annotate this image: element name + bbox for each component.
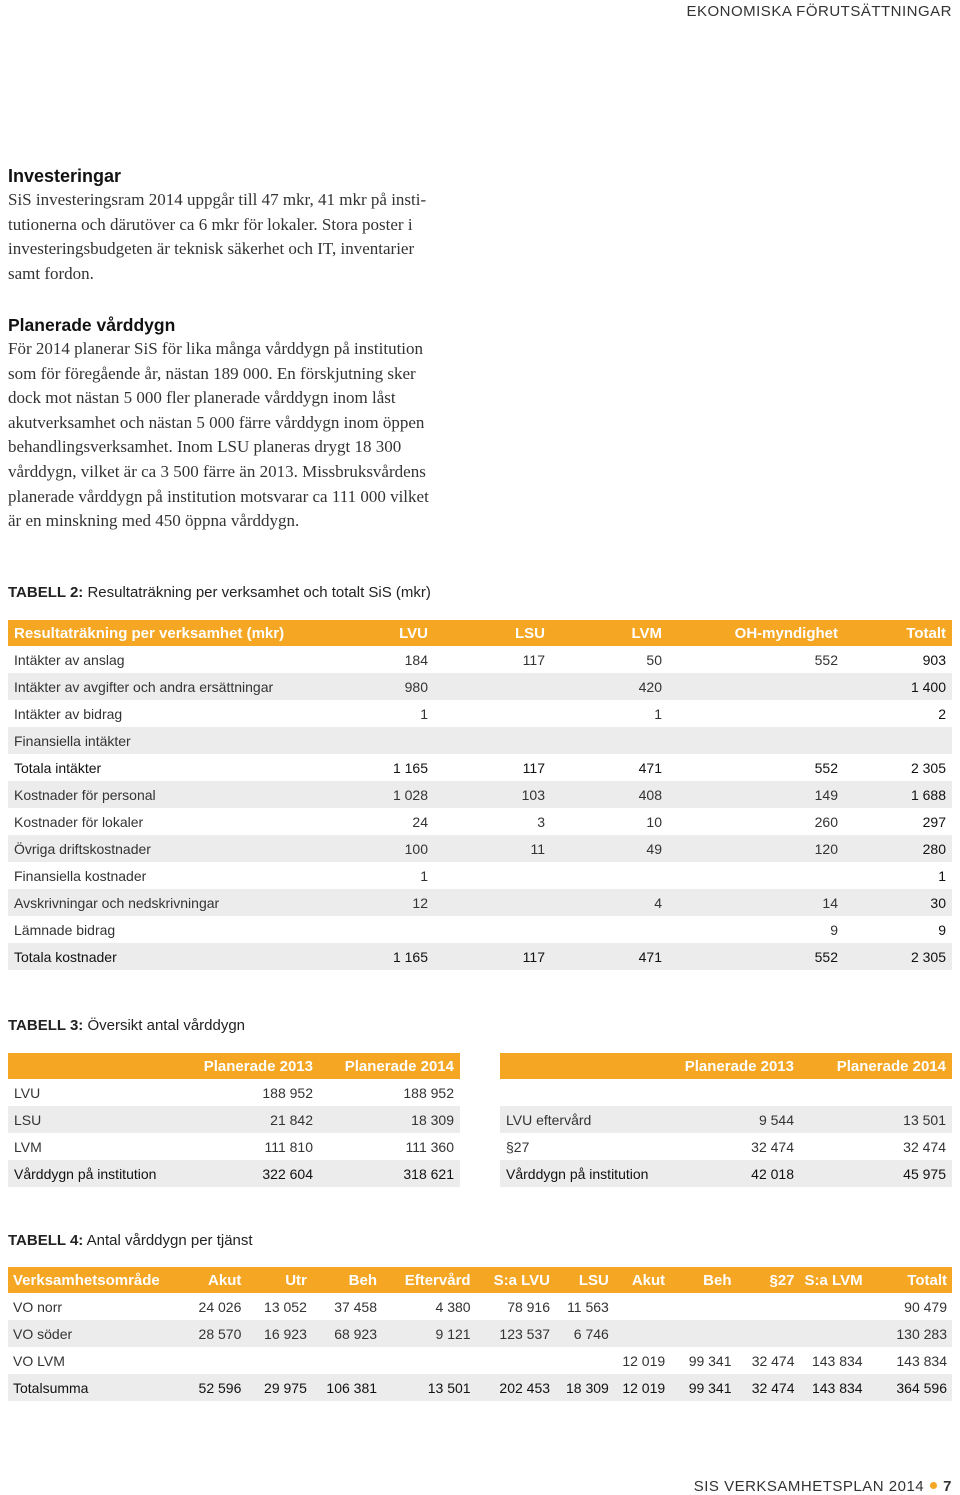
investeringar-paragraph (8, 188, 468, 286)
table-row (500, 1133, 952, 1160)
table-cell: 980 (298, 673, 434, 700)
paragraph-line: investeringsbudgeten är teknisk säkerhet och IT, inventarier (8, 239, 415, 259)
table-cell (551, 916, 668, 943)
footer-text: SIS VERKSAMHETSPLAN 2014 (693, 1478, 925, 1495)
table-cell: 37 458 (334, 1298, 378, 1315)
table-row (8, 727, 952, 754)
table-cell: 2 (938, 705, 946, 722)
table-cell (614, 1320, 670, 1347)
table-cell: 297 (922, 813, 946, 830)
table2-header (8, 620, 952, 646)
table-cell (476, 1347, 555, 1374)
table-cell: 32 474 (737, 1374, 800, 1401)
column-header: Totalt (868, 1267, 952, 1293)
column-header: LSU (555, 1267, 614, 1293)
table-cell: 90 479 (904, 1298, 947, 1315)
table-cell (434, 862, 551, 889)
table-row (8, 754, 952, 781)
table-cell (668, 862, 844, 889)
table-cell (298, 727, 434, 754)
column-header: §27 (737, 1267, 800, 1293)
row-label: Totalsumma (8, 1374, 176, 1401)
column-header: LVM (551, 620, 668, 646)
table-cell: 202 453 (476, 1374, 555, 1401)
table-cell: 12 (298, 889, 434, 916)
column-header (500, 1053, 670, 1079)
table-cell: 364 596 (868, 1374, 952, 1401)
table-cell: 13 052 (264, 1298, 307, 1315)
table-cell: 471 (638, 759, 662, 776)
table2-caption-text: Resultaträkning per verksamhet och totalt SiS (mkr) (83, 584, 431, 601)
column-header: Akut (176, 1267, 247, 1293)
table-cell: 4 380 (435, 1298, 471, 1315)
table-cell: 4 (551, 889, 668, 916)
table-cell: 1 165 (298, 943, 434, 970)
table-row (8, 1106, 460, 1133)
table-cell (555, 1347, 614, 1374)
table-cell: 2 305 (844, 943, 952, 970)
table-row (8, 943, 952, 970)
table-cell: 1 (420, 705, 428, 722)
table-cell: 1 400 (844, 673, 952, 700)
table-row (500, 1160, 952, 1187)
column-header: Totalt (844, 620, 952, 646)
table3-caption-label: TABELL 3: (8, 1017, 84, 1034)
table-cell: 68 923 (312, 1320, 382, 1347)
column-header: Resultaträkning per verksamhet (mkr) (8, 620, 298, 646)
table-cell: 117 (522, 759, 545, 776)
table-cell: 188 952 (403, 1084, 454, 1101)
table-cell: 123 537 (476, 1320, 555, 1347)
table-row (8, 646, 952, 673)
row-label: Intäkter av bidrag (14, 705, 123, 722)
row-label: LVU (14, 1084, 41, 1101)
column-header: Planerade 2013 (178, 1053, 319, 1079)
table-cell: 78 916 (507, 1298, 551, 1315)
table-cell: 420 (551, 673, 668, 700)
header-row (8, 1053, 460, 1079)
table-cell: 408 (551, 781, 668, 808)
table-row (8, 1079, 460, 1106)
table-row (8, 835, 952, 862)
table-cell: 322 604 (178, 1160, 319, 1187)
header-row (8, 620, 952, 646)
column-header: Eftervård (382, 1267, 476, 1293)
table-row (8, 1293, 952, 1320)
row-label: Finansiella kostnader (14, 867, 147, 884)
table-cell: 552 (668, 943, 844, 970)
paragraph-line: är en minskning med 450 öppna vårddygn. (8, 511, 300, 531)
column-header: Planerade 2014 (800, 1053, 952, 1079)
paragraph-line: som för föregående år, nästan 189 000. En förskjutning sker (8, 363, 416, 383)
table2-caption (8, 584, 431, 601)
table-cell (176, 1347, 247, 1374)
table-cell (434, 916, 551, 943)
table-row (8, 1347, 952, 1374)
paragraph-line: dock mot nästan 5 000 fler planerade vårddygn inom låst (8, 388, 396, 408)
row-label: Vårddygn på institution (500, 1160, 670, 1187)
table-cell: 99 341 (670, 1374, 736, 1401)
table-cell (434, 700, 551, 727)
table-cell: 32 474 (751, 1138, 794, 1155)
table-cell: 117 (522, 651, 545, 668)
row-label: Avskrivningar och nedskrivningar (8, 889, 298, 916)
row-label: VO norr (13, 1298, 63, 1315)
table-row (8, 916, 952, 943)
row-label: Intäkter av avgifter och andra ersättningar (8, 673, 298, 700)
table4-caption-label: TABELL 4: (8, 1232, 84, 1249)
table-cell: 18 309 (555, 1374, 614, 1401)
table-row (8, 808, 952, 835)
page-number: 7 (943, 1478, 952, 1495)
table-cell (737, 1293, 800, 1320)
column-header (8, 1053, 178, 1079)
table-cell: 184 (404, 651, 428, 668)
row-label: LVM (14, 1138, 42, 1155)
table3-caption (8, 1017, 245, 1034)
paragraph-line: vårddygn, vilket är ca 3 500 färre än 2013. Missbruksvårdens (8, 461, 426, 481)
table-cell: 9 121 (382, 1320, 476, 1347)
paragraph-line: tutionerna och därutöver ca 6 mkr för lokaler. Stora poster i (8, 214, 413, 234)
table-cell (670, 1320, 736, 1347)
column-header: Beh (312, 1267, 382, 1293)
table-cell (670, 1293, 736, 1320)
table-cell: 45 975 (800, 1160, 952, 1187)
table-cell (670, 1079, 800, 1106)
table-cell: 11 563 (567, 1298, 609, 1315)
row-label: Övriga driftskostnader (8, 835, 298, 862)
row-label: §27 (506, 1138, 530, 1155)
table-cell: 30 (844, 889, 952, 916)
table-cell: 9 (938, 921, 946, 938)
table3-caption-text: Översikt antal vårddygn (83, 1017, 246, 1034)
table-cell: 29 975 (246, 1374, 312, 1401)
table-cell: 13 501 (800, 1106, 952, 1133)
table-cell: 111 360 (405, 1138, 454, 1155)
table-cell: 16 923 (246, 1320, 312, 1347)
header-row (8, 1267, 952, 1293)
table-cell (668, 700, 844, 727)
table-cell: 18 309 (319, 1106, 460, 1133)
table-cell (844, 727, 952, 754)
page-footer (694, 1478, 952, 1495)
paragraph-line: planerade vårddygn på institution motsvarar ca 111 000 vilket (8, 486, 429, 506)
table-cell: 106 381 (312, 1374, 382, 1401)
table3-left (8, 1053, 460, 1187)
table-cell: 99 341 (688, 1352, 732, 1369)
table-cell (246, 1347, 312, 1374)
table-cell: 143 834 (811, 1352, 863, 1369)
row-label: LSU (8, 1106, 178, 1133)
table-row (8, 1374, 952, 1401)
table-cell: 32 474 (903, 1138, 946, 1155)
table4-vardygn-per-tjanst (8, 1267, 952, 1401)
paragraph-line: behandlingsverksamhet. Inom LSU planeras drygt 18 300 (8, 437, 402, 457)
paragraph-line: För 2014 planerar SiS för lika många vårddygn på institution (8, 339, 424, 358)
table-cell: 32 474 (751, 1352, 795, 1369)
table2-income-statement (8, 620, 952, 970)
table-cell: 260 (814, 813, 838, 830)
table-row (500, 1106, 952, 1133)
table-cell: 280 (844, 835, 952, 862)
row-label: Totala kostnader (8, 943, 298, 970)
table-cell: 2 305 (910, 759, 946, 776)
table-cell: 149 (668, 781, 844, 808)
table-cell: 471 (551, 943, 668, 970)
table-cell (312, 1347, 382, 1374)
row-label: Finansiella intäkter (8, 727, 298, 754)
column-header: LSU (434, 620, 551, 646)
table-cell: 120 (668, 835, 844, 862)
table-cell: 100 (298, 835, 434, 862)
table4-caption (8, 1232, 253, 1249)
table-cell: 103 (434, 781, 551, 808)
table-cell: 11 (434, 835, 551, 862)
table-cell: 1 165 (392, 759, 428, 776)
table-cell: 49 (551, 835, 668, 862)
column-header: Verksamhetsområde (8, 1267, 176, 1293)
row-label (500, 1079, 670, 1106)
table-cell (800, 1320, 868, 1347)
row-label: Kostnader för lokaler (14, 813, 144, 830)
table-cell (668, 673, 844, 700)
table-cell (800, 1079, 952, 1106)
table2-caption-label: TABELL 2: (8, 584, 84, 601)
row-label: Kostnader för personal (8, 781, 298, 808)
table-cell: 9 544 (670, 1106, 800, 1133)
table-cell: 12 019 (622, 1352, 666, 1369)
table-cell: 188 952 (262, 1084, 313, 1101)
table-cell (434, 889, 551, 916)
planerade-heading: Planerade vårddygn (8, 315, 176, 335)
table-cell: 1 (938, 867, 946, 884)
table-cell: 903 (922, 651, 946, 668)
table-row (8, 862, 952, 889)
table3-right (500, 1053, 952, 1187)
table-cell: 12 019 (614, 1374, 670, 1401)
table-cell: 21 842 (178, 1106, 319, 1133)
investeringar-heading: Investeringar (8, 166, 122, 186)
table-row (8, 700, 952, 727)
table-cell: 10 (646, 813, 662, 830)
table-cell (668, 727, 844, 754)
table-cell (298, 916, 434, 943)
running-header: EKONOMISKA FÖRUTSÄTTNINGAR (686, 3, 952, 20)
column-header: Planerade 2013 (670, 1053, 800, 1079)
column-header: S:a LVU (476, 1267, 555, 1293)
table-cell: 6 746 (555, 1320, 614, 1347)
table-cell: 24 026 (198, 1298, 242, 1315)
table-cell (800, 1293, 868, 1320)
table-cell: 14 (668, 889, 844, 916)
table-cell: 24 (412, 813, 428, 830)
table-cell: 117 (434, 943, 551, 970)
table-row (500, 1079, 952, 1106)
table-cell: 143 834 (896, 1352, 947, 1369)
table-cell: 50 (646, 651, 662, 668)
table-cell: 42 018 (670, 1160, 800, 1187)
row-label: Intäkter av anslag (14, 651, 125, 668)
column-header: S:a LVM (800, 1267, 868, 1293)
column-header: Akut (614, 1267, 670, 1293)
table-cell: 1 (420, 867, 428, 884)
row-label: LVU eftervård (500, 1106, 670, 1133)
table2-body (8, 646, 952, 970)
table-cell: 143 834 (800, 1374, 868, 1401)
table-cell: 9 (830, 921, 838, 938)
table-row (8, 1320, 952, 1347)
table-cell: 111 810 (264, 1138, 313, 1155)
table4-caption-text: Antal vårddygn per tjänst (83, 1232, 253, 1249)
column-header: Beh (670, 1267, 736, 1293)
table-cell: 130 283 (868, 1320, 952, 1347)
table-cell (551, 727, 668, 754)
table-cell: 3 (537, 813, 545, 830)
table-row (8, 781, 952, 808)
footer-dot-icon (930, 1482, 937, 1489)
paragraph-line: samt fordon. (8, 263, 94, 283)
table-cell (614, 1293, 670, 1320)
table-cell: 1 028 (298, 781, 434, 808)
table-cell (434, 673, 551, 700)
table-row (8, 1133, 460, 1160)
table-cell (382, 1347, 476, 1374)
table-cell (551, 862, 668, 889)
table-cell: 552 (814, 651, 838, 668)
table-cell (737, 1320, 800, 1347)
column-header: LVU (298, 620, 434, 646)
header-row (500, 1053, 952, 1079)
table-cell: 552 (814, 759, 838, 776)
row-label: Totala intäkter (14, 759, 102, 776)
table-cell: 28 570 (176, 1320, 247, 1347)
table-cell (434, 727, 551, 754)
table-cell: 52 596 (176, 1374, 247, 1401)
row-label: VO LVM (13, 1352, 65, 1369)
row-label: Lämnade bidrag (14, 921, 116, 938)
table-cell: 1 (654, 705, 662, 722)
paragraph-line: akutverksamhet och nästan 5 000 färre vårddygn inom öppen (8, 412, 425, 432)
row-label: VO söder (8, 1320, 176, 1347)
table-row (8, 1160, 460, 1187)
table-row (8, 673, 952, 700)
column-header: OH-myndighet (668, 620, 844, 646)
table-cell: 318 621 (319, 1160, 460, 1187)
table-row (8, 889, 952, 916)
planerade-paragraph (8, 337, 478, 534)
table-cell: 13 501 (382, 1374, 476, 1401)
row-label: Vårddygn på institution (8, 1160, 178, 1187)
paragraph-line: SiS investeringsram 2014 uppgår till 47 mkr, 41 mkr på insti- (8, 190, 427, 209)
table-cell: 1 688 (844, 781, 952, 808)
column-header: Planerade 2014 (319, 1053, 460, 1079)
column-header: Utr (246, 1267, 312, 1293)
